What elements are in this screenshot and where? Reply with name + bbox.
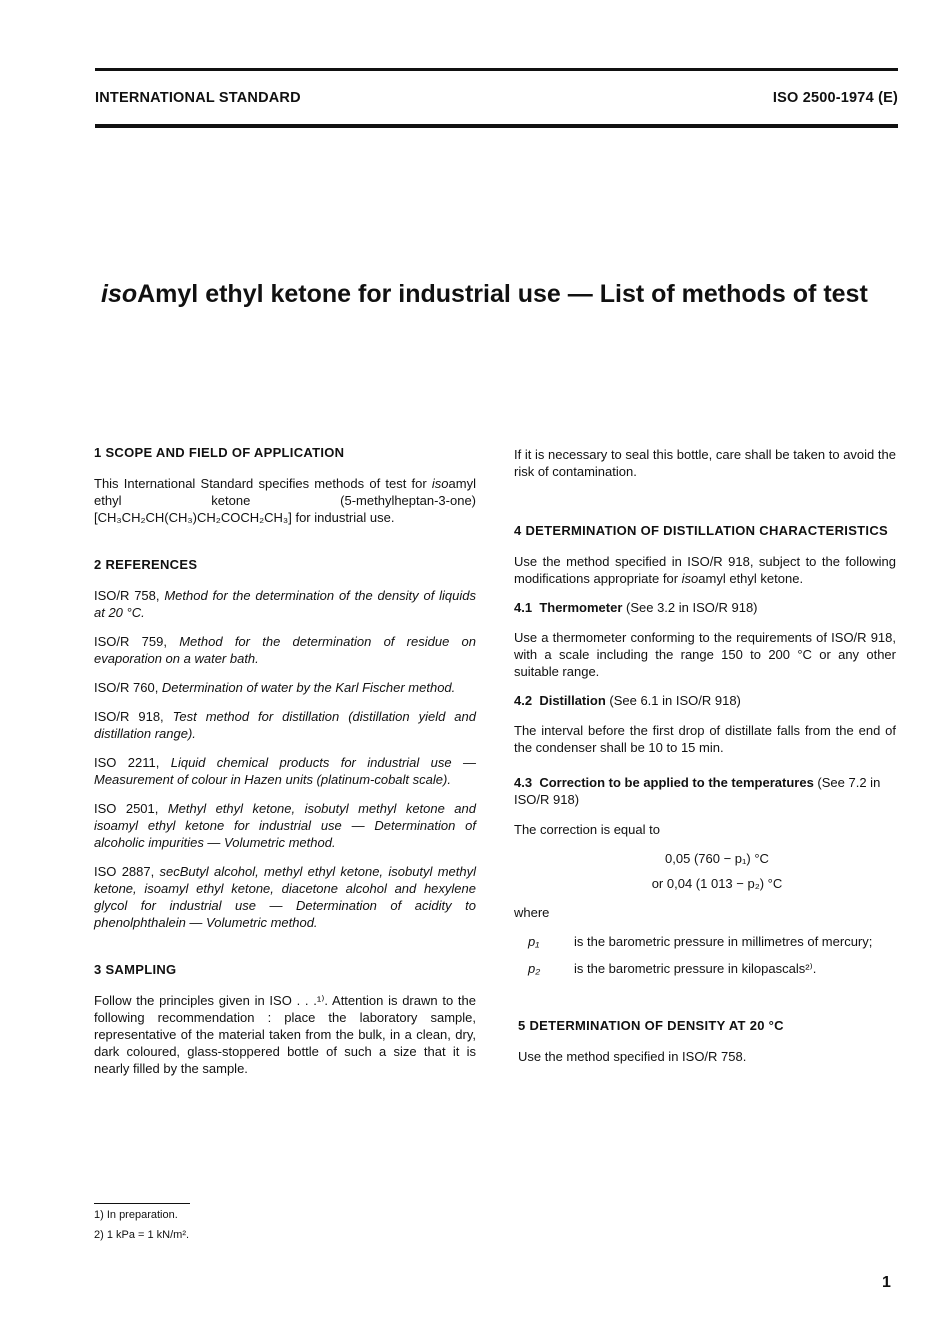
section-4-1-text: Use a thermometer conforming to the requirements of ISO/R 918, with a scale including the range 150 to 200 °C or any other suitable range.	[514, 630, 896, 679]
footnote-1: 1) In preparation.	[94, 1209, 178, 1221]
equation-mmhg: 0,05 (760 − p₁) °C	[665, 851, 769, 866]
section-3-text: Follow the principles given in ISO . . .¹⁾. Attention is drawn to the following recommendation : place the laboratory sample, representative of the material taken from the bulk, in a clean, dry, dark coloured, glass-stoppered bottle of such a size that it is nearly filled by the sample.	[94, 993, 476, 1076]
page-number: 1	[882, 1274, 891, 1291]
section-3-heading: 3 SAMPLING	[94, 962, 177, 977]
header-bottom-rule	[95, 124, 898, 128]
reference-item: ISO 2211, Liquid chemical products for industrial use — Measurement of colour in Hazen units (platinum-cobalt scale).	[94, 755, 476, 787]
chemical-formula: [CH₃CH₂CH(CH₃)CH₂COCH₂CH₃]	[94, 510, 292, 525]
document-title	[101, 278, 891, 310]
reference-item: ISO/R 758, Method for the determination of the density of liquids at 20 °C.	[94, 588, 476, 620]
section-5-heading: 5 DETERMINATION OF DENSITY AT 20 °C	[518, 1018, 784, 1033]
header-doc-type: INTERNATIONAL STANDARD	[95, 90, 301, 106]
section-2-heading: 2 REFERENCES	[94, 557, 198, 572]
section-3-text-continued: If it is necessary to seal this bottle, care shall be taken to avoid the risk of contamination.	[514, 447, 896, 479]
section-1-text: This International Standard specifies methods of test for isoamyl ethyl ketone (5-methylheptan-3-one) [CH₃CH₂CH(CH₃)CH₂COCH₂CH₃] for industrial use.	[94, 476, 476, 525]
reference-item: ISO 2501, Methyl ethyl ketone, isobutyl methyl ketone and isoamyl ethyl ketone for industrial use — Determination of alcoholic impurities — Volumetric method.	[94, 801, 476, 850]
right-column	[514, 446, 896, 1077]
reference-item: ISO/R 759, Method for the determination of residue on evaporation on a water bath.	[94, 634, 477, 666]
section-4-text: Use the method specified in ISO/R 918, subject to the following modifications appropriate for isoamyl ethyl ketone.	[514, 554, 896, 586]
section-1-heading: 1 SCOPE AND FIELD OF APPLICATION	[94, 445, 345, 460]
footnote-rule	[94, 1203, 190, 1204]
left-column	[94, 444, 476, 1089]
section-4-2-text: The interval before the first drop of distillate falls from the end of the condenser shall be 10 to 15 min.	[514, 723, 896, 755]
header-standard-number: ISO 2500-1974 (E)	[772, 90, 898, 106]
section-4-2-heading: 4.2 Distillation (See 6.1 in ISO/R 918)	[514, 693, 741, 708]
section-4-3-intro: The correction is equal to	[514, 822, 660, 837]
reference-item: ISO/R 918, Test method for distillation (distillation yield and distillation range).	[94, 709, 477, 741]
reference-item: ISO 2887, secButyl alcohol, methyl ethyl ketone, isobutyl methyl ketone, isoamyl ethyl ketone, diacetone alcohol and hexylene glycol for industrial use — Determination of acidity to phenolphthalein — Volumetric method.	[94, 864, 477, 930]
section-4-heading: 4 DETERMINATION OF DISTILLATION CHARACTERISTICS	[514, 523, 888, 538]
title-main: Amyl ethyl ketone for industrial use — List of methods of test	[137, 280, 868, 308]
reference-item: ISO/R 760, Determination of water by the Karl Fischer method.	[94, 680, 456, 695]
title-iso-prefix: iso	[101, 280, 138, 308]
section-5-text: Use the method specified in ISO/R 758.	[518, 1049, 747, 1064]
section-4-1-heading: 4.1 Thermometer (See 3.2 in ISO/R 918)	[514, 600, 758, 615]
equation-kpa: or 0,04 (1 013 − p₂) °C	[651, 876, 783, 891]
footnote-2: 2) 1 kPa = 1 kN/m².	[94, 1229, 190, 1241]
variable-definition: p₂ is the barometric pressure in kilopascals²⁾.	[528, 961, 817, 976]
where-label: where	[514, 905, 550, 920]
header-top-rule	[95, 68, 898, 71]
section-4-3-heading: 4.3 Correction to be applied to the temperatures (See 7.2 in ISO/R 918)	[514, 775, 881, 807]
variable-definition: p₁ is the barometric pressure in millimetres of mercury;	[528, 934, 873, 949]
